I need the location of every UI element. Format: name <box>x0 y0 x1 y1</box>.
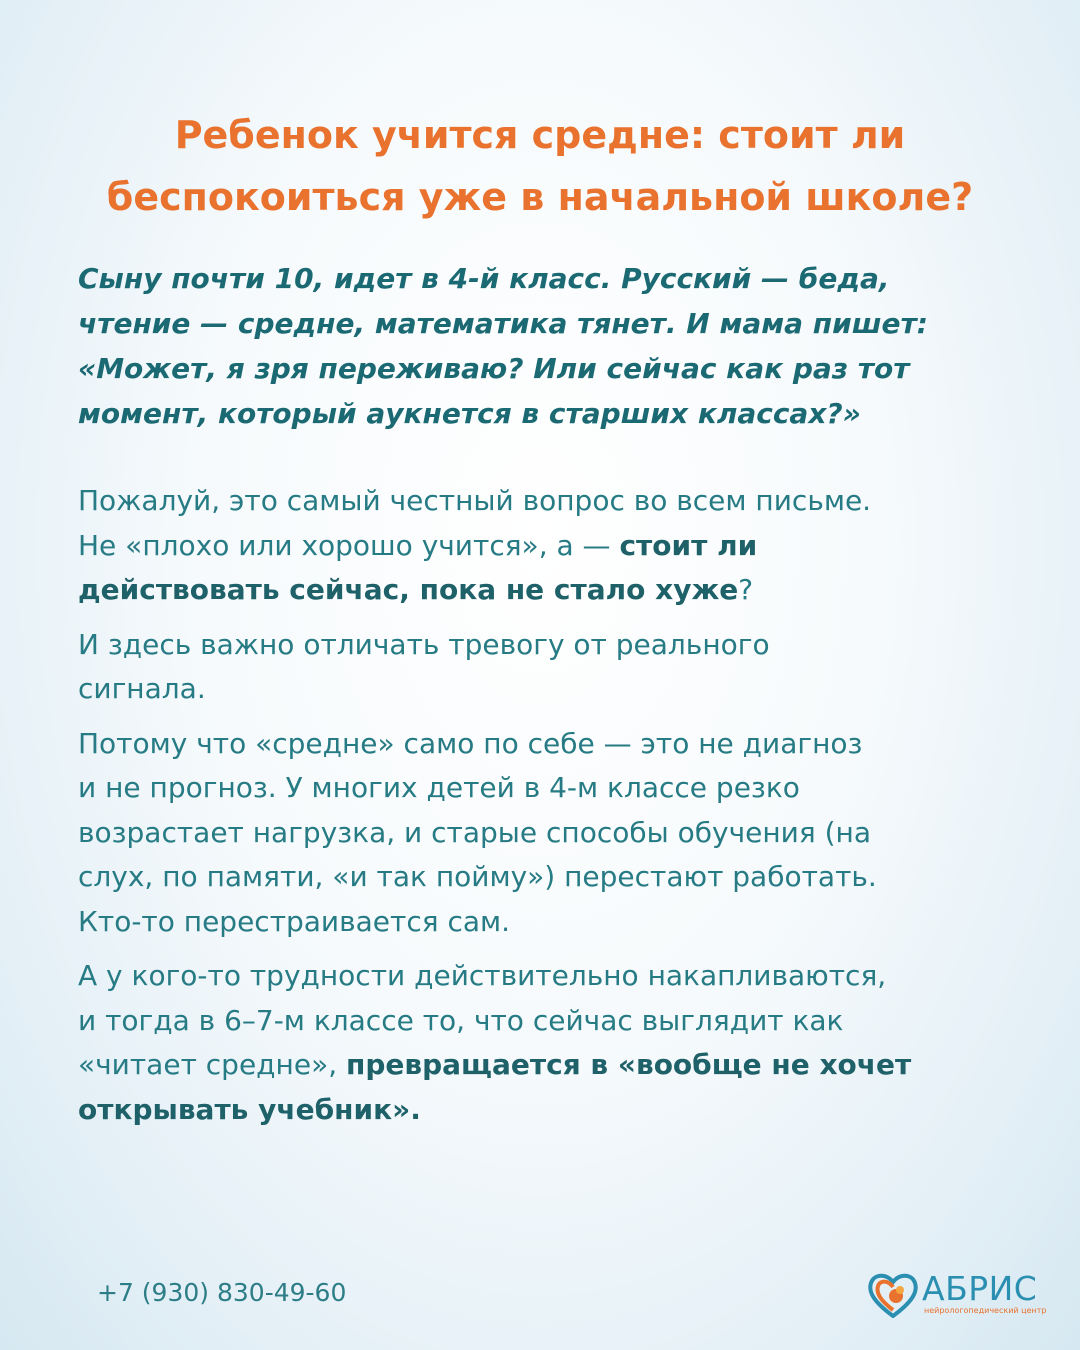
brand-logo <box>866 1270 1046 1320</box>
paragraph-3 <box>78 722 1018 945</box>
p4-line-2: и тогда в 6–7-м классе то, что сейчас выглядит как <box>78 1003 844 1037</box>
p3-line-3: возрастает нагрузка, и старые способы обучения (на <box>78 815 872 849</box>
article-body <box>78 479 1018 1142</box>
p3-line-1: Потому что «средне» само по себе — это не диагноз <box>78 726 863 760</box>
p1-line-1: Пожалуй, это самый честный вопрос во всем письме. <box>78 484 872 517</box>
intro-line-2: чтение — средне, математика тянет. И мама пишет: <box>78 307 928 340</box>
p1-emphasis-1: стоит ли <box>619 528 758 562</box>
logo-subtitle: нейрологопедический центр <box>924 1306 1047 1315</box>
intro-quote <box>78 256 1008 436</box>
intro-line-1: Сыну почти 10, идет в 4-й класс. Русский — беда, <box>78 262 890 295</box>
title-line-1: Ребенок учится средне: стоит ли <box>174 113 906 157</box>
p3-line-2: и не прогноз. У многих детей в 4-м классе резко <box>78 771 800 804</box>
intro-line-3: «Может, я зря переживаю? Или сейчас как раз тот <box>78 352 910 385</box>
phone-number[interactable]: +7 (930) 830-49-60 <box>97 1278 347 1307</box>
paragraph-1 <box>78 479 1018 613</box>
p2-line-1: И здесь важно отличать тревогу от реального <box>78 627 770 661</box>
title-line-2: беспокоиться уже в начальной школе? <box>106 175 974 219</box>
p4-line-1: А у кого-то трудности действительно накапливаются, <box>78 959 887 992</box>
p3-line-5: Кто-то перестраивается сам. <box>78 904 511 938</box>
p1-emphasis-2: действовать сейчас, пока не стало хуже <box>78 573 739 606</box>
paragraph-2 <box>78 623 1018 712</box>
p4-emphasis-2: открывать учебник». <box>78 1092 421 1126</box>
paragraph-4 <box>78 954 1018 1132</box>
p4-line-3: «читает средне», <box>78 1048 346 1081</box>
intro-line-4: момент, который аукнется в старших классах?» <box>78 397 861 430</box>
p1-line-2: Не «плохо или хорошо учится», а — <box>78 528 620 562</box>
post-title <box>60 104 1020 228</box>
p1-line-3-tail: ? <box>738 573 754 606</box>
heart-logo-icon <box>866 1272 920 1318</box>
p2-line-2: сигнала. <box>78 672 206 705</box>
p4-emphasis-1: превращается в «вообще не хочет <box>346 1048 912 1081</box>
p3-line-4: слух, по памяти, «и так пойму») перестают работать. <box>78 860 877 893</box>
logo-wordmark: АБРИС <box>922 1269 1038 1308</box>
